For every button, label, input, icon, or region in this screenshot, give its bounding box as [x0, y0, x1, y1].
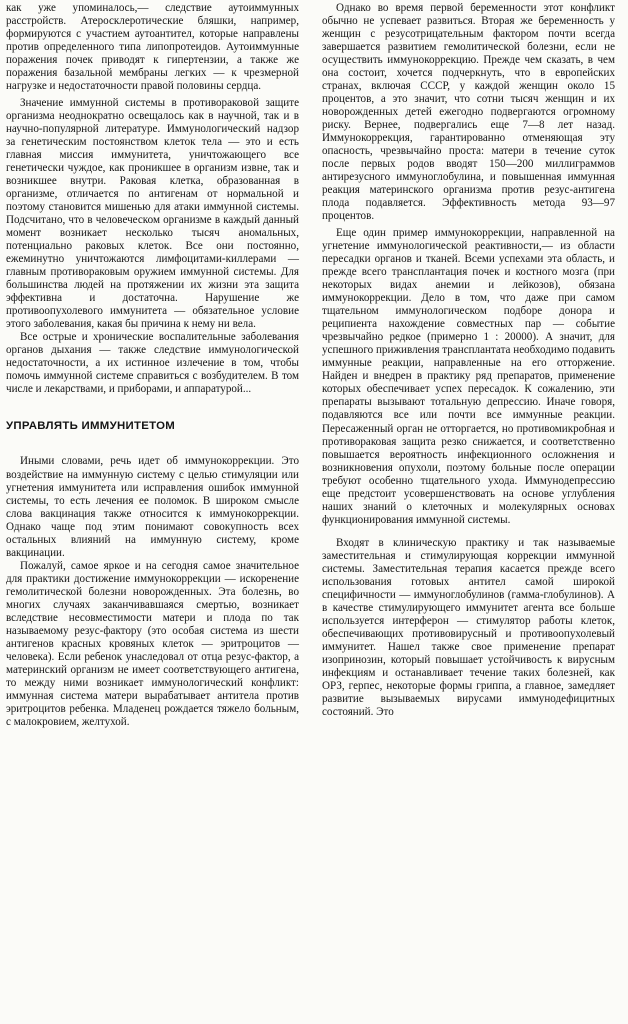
- paragraph: Иными словами, речь идет об иммунокоррекции. Это воздействие на иммунную систему с целью стимуляции или угнетения иммунитета или исправления ошибок иммунной системы, то есть лечения ее поломок. В широком смысле слова вакцинация также относится к иммунокоррекции. Однако чаще под этим понимают совокупность всех остальных влияний на иммунную систему, кроме вакцинации.: [6, 455, 299, 559]
- paragraph: Значение иммунной системы в противораковой защите организма неоднократно освещалось как в научной, так и в научно-популярной литературе. Иммунологический надзор за генетическим постоянством клеток тела — это и есть главная миссия иммунитета, уничтожающего все генетически чуждое, как проникшее в организм извне, так и возникшее внутри. Раковая клетка, образованная в организме, отличается по антигенам от нормальной и поэтому становится мишенью для атаки иммунной системы. Подсчитано, что в человеческом организме в каждый данный момент возникает несколько тысяч аномальных, потенциально раковых клеток. Все они постоянно, ежеминутно уничтожаются лимфоцитами-киллерами — главным противораковым оружием иммунной системы. Для большинства людей на протяжении их жизни эта защита эффективна и достаточна. Нарушение же противоопухолевого иммунитета — обязательное условие этого заболевания, какая бы причина к нему ни вела.: [6, 97, 299, 331]
- paragraph: Все острые и хронические воспалительные заболевания органов дыхания — также следствие иммунологической недостаточности, а их истинное излечение в том, чтобы помочь иммунной системе справиться с возбудителем. В том числе и лекарствами, и приборами, и аппаратурой...: [6, 331, 299, 396]
- paragraph: Входят в клиническую практику и так называемые заместительная и стимулирующая коррекции иммунной системы. Заместительная терапия касается прежде всего использования готовых антител самой широкой специфичности — иммуноглобулинов (гамма-глобулинов). А в качестве стимулирующего иммунитет агента все больше используется интерферон — стимулятор работы клеток, обеспечивающих противовирусный и противоопухолевый иммунитет. Нашел также свое применение препарат изопринозин, который повышает устойчивость к вирусным инфекциям и останавливает течение таких болезней, как ОРЗ, герпес, некоторые формы гриппа, а главное, замедляет развитие вызываемых вирусами иммунодефицитных состояний. Это: [322, 536, 615, 718]
- paragraph: как уже упоминалось,— следствие аутоиммунных расстройств. Атеросклеротические бляшки, например, формируются с участием аутоантител, которые направлены против определенного типа липопротеидов. Аутоиммунные поражения почек приводят к гипертензии, а также же поражения базальной мембраны легких — к чрезмерной нагрузке и недостаточности правой половины сердца.: [6, 2, 299, 93]
- section-heading: УПРАВЛЯТЬ ИММУНИТЕТОМ: [6, 420, 176, 433]
- paragraph: Пожалуй, самое яркое и на сегодня самое значительное для практики достижение иммунокоррекции — искоренение гемолитической болезни новорожденных. Эта болезнь, во многих случаях заканчивавшаяся смертью, возникает вследствие несовместимости матери и плода по так называемому резус-фактору (это особая система из шести антигенов красных кровяных клеток — эритроцитов — человека). Если ребенок унаследовал от отца резус-фактор, а материнский организм не имеет соответствующего антигена, то между ними возникает иммунологический конфликт: иммунная система матери вырабатывает антитела против эритроцитов ребенка. Младенец рождается тяжело больным, с малокровием, желтухой.: [6, 559, 299, 728]
- left-column: [6, 2, 299, 729]
- paragraph: Однако во время первой беременности этот конфликт обычно не успевает развиться. Вторая же беременность у женщин с резусотрицательным фактором почти всегда завершается развитием гемолитической болезни, если не осуществить иммунокоррекцию. Прежде чем сказать, в чем она состоит, хочется подчеркнуть, что в европейских странах, включая СССР, у каждой женщин около 15 процентов, а это значит, что сотни тысяч женщин и их новорожденных детей ежегодно подвергаются огромному риску. Вернее, подвергались еще 7—8 лет назад. Иммунокоррекция, гарантированно отменяющая эту опасность, чрезвычайно проста: матери в течение суток после первых родов вводят 150—200 миллиграммов антирезусного иммуноглобулина, и повышенная иммунная реакция материнского организма против резус-антигена плода подавляется. Эффективность метода 93—97 процентов.: [322, 2, 615, 223]
- paragraph: Еще один пример иммунокоррекции, направленной на угнетение иммунологической реактивности,— из области пересадки органов и тканей. Всеми успехами эта область, и прежде всего трансплантация почек и костного мозга (при некоторых видах анемии и лейкозов), обязана иммунокоррекции. Дело в том, что даже при самом тщательном иммунологическом подборе донора и реципиента нахождение совместных пар — событие чрезвычайно редкое (примерно 1 : 20000). А значит, для успешного приживления трансплантата необходимо подавить иммунные реакции, направленные на его отторжение. Найден и внедрен в практику ряд препаратов, применение которых обеспечивает успех пересадок. К сожалению, эти препараты вызывают тотальную депрессию. Иначе говоря, подавляются все или почти все иммунные реакции. Пересаженный орган не отторгается, но противомикробная и противораковая защита резко снижается, и соответственно повышается вероятность инфекционного осложнения и возникновения опухоли, поэтому больные после операции требуют особенно тщательного ухода. Иммунодепрессию еще предстоит усовершенствовать на основе углубления наших знаний о клеточных и молекулярных основах функционирования иммунной системы.: [322, 227, 615, 526]
- right-column: [322, 2, 615, 719]
